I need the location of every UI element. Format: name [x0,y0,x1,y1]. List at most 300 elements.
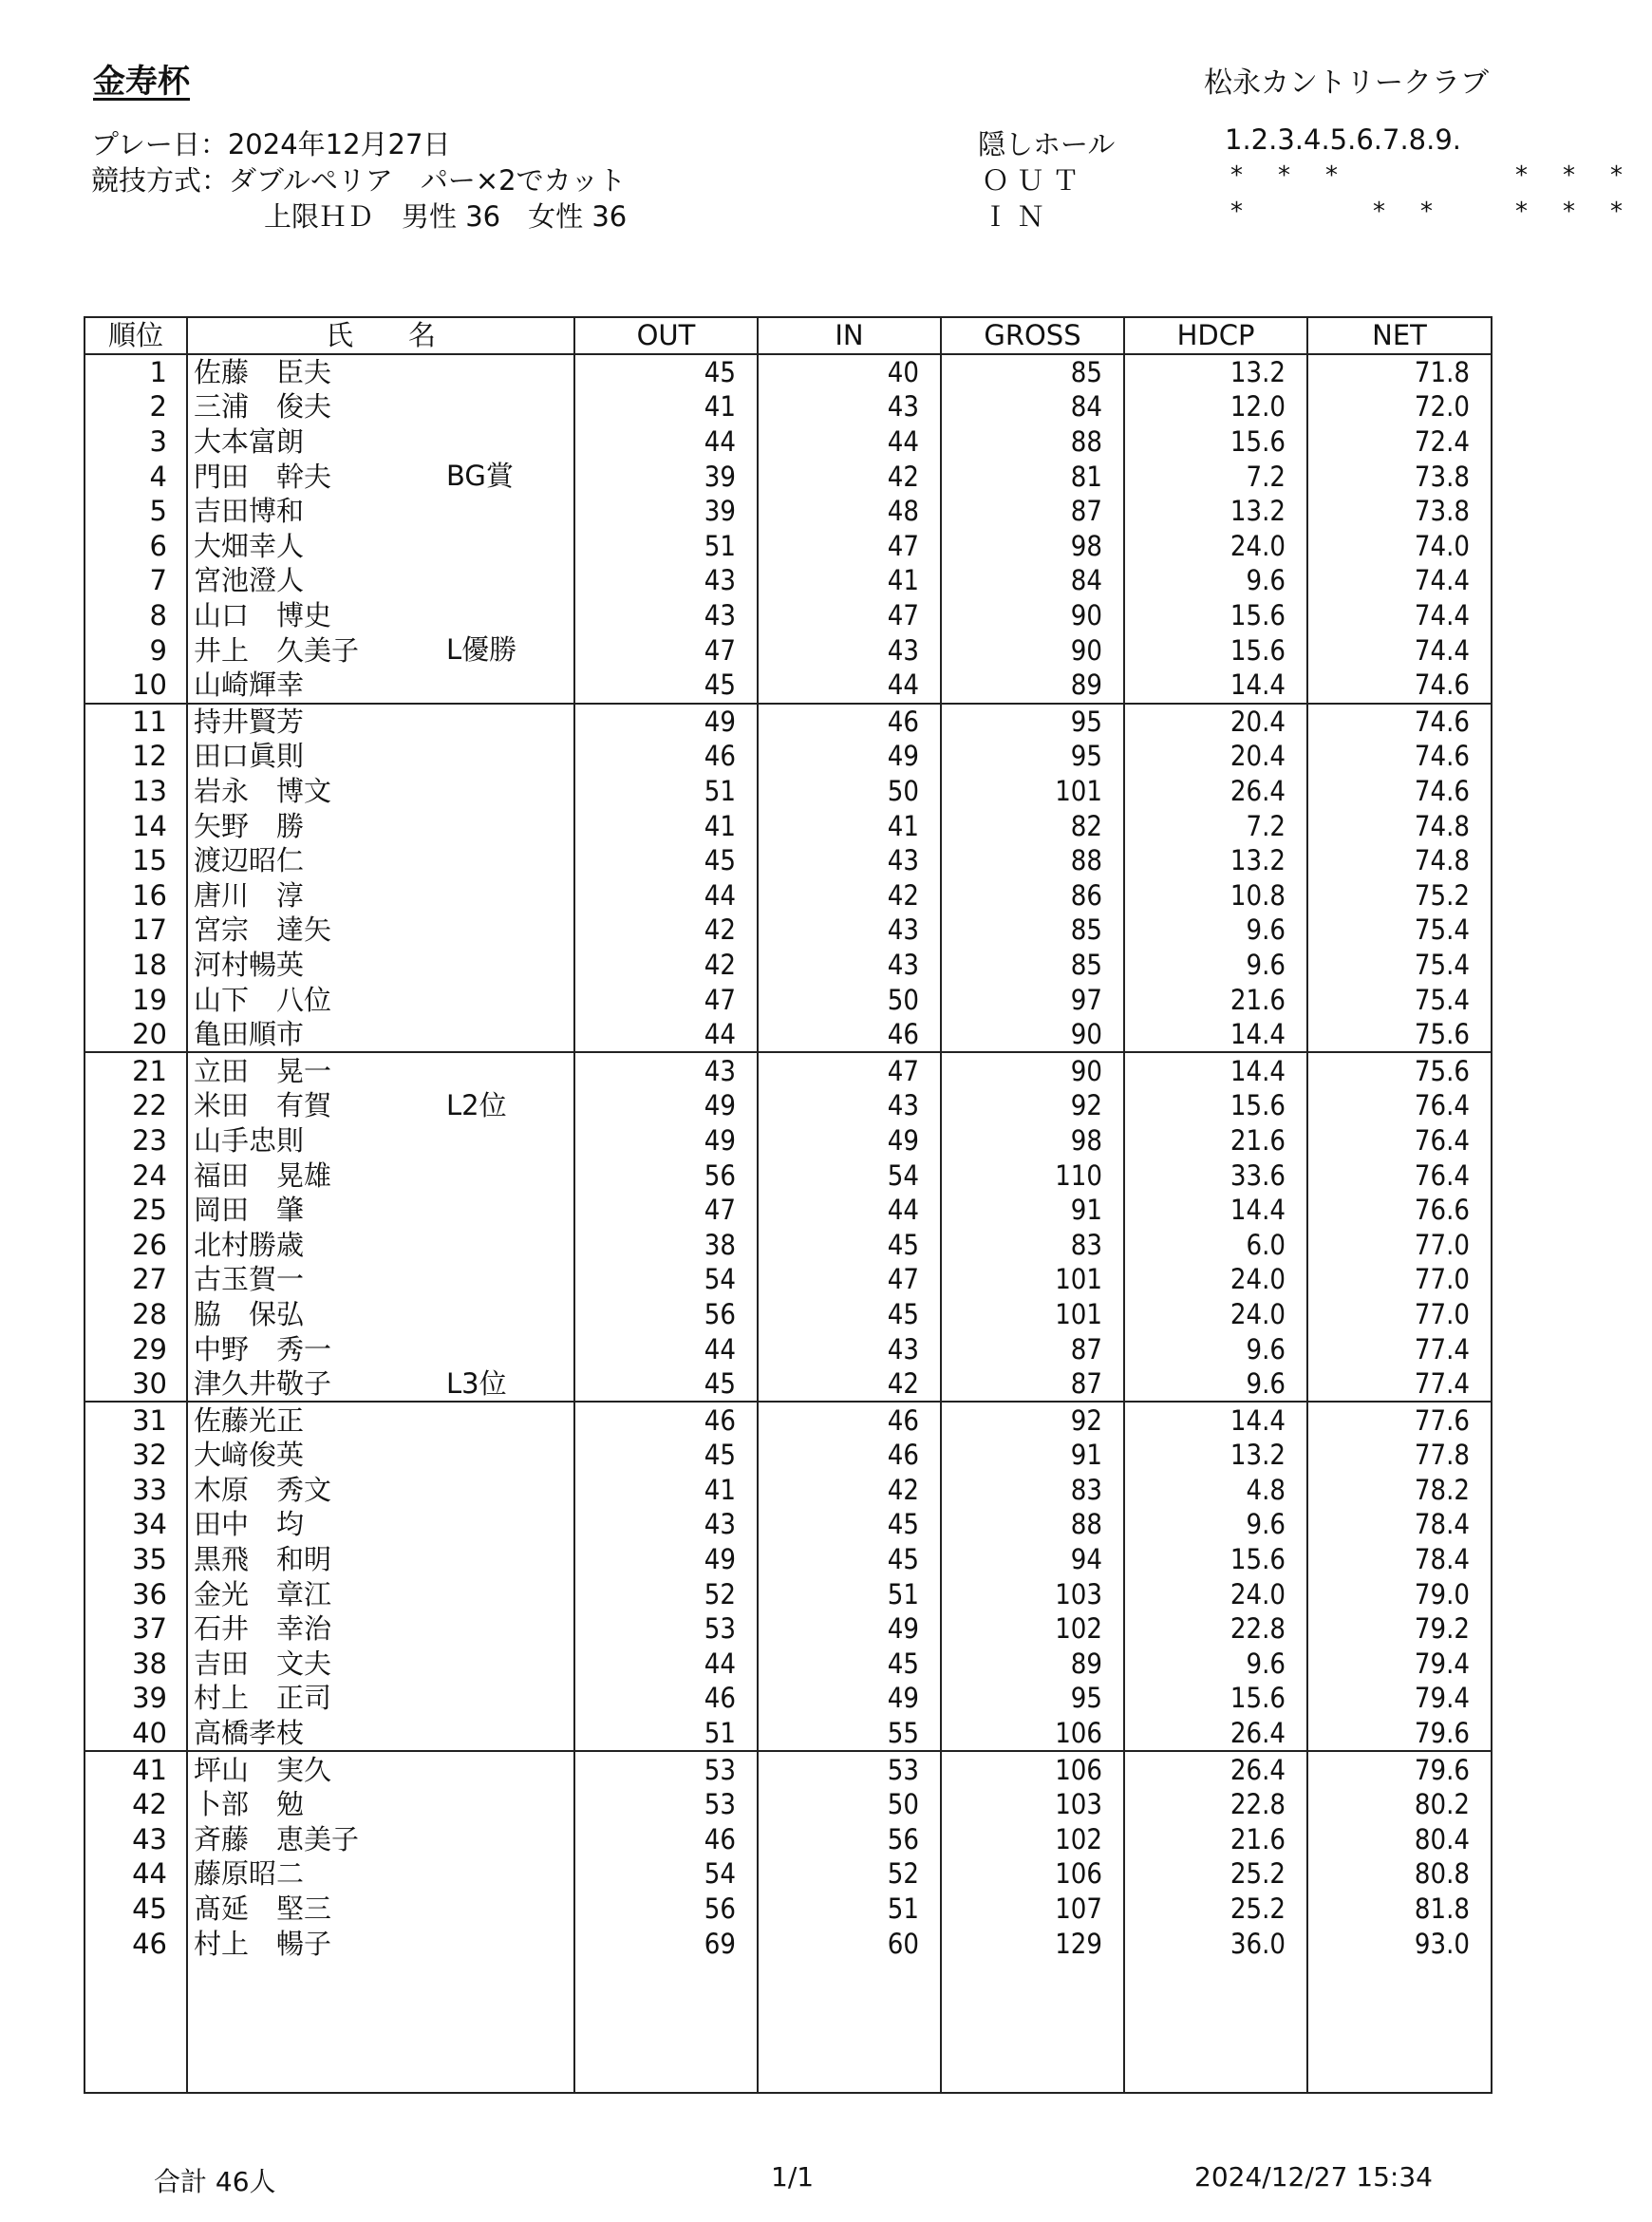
in-score-cell: 40 [758,354,941,390]
gross-score-cell: 85 [941,948,1124,983]
player-name: 田中 均 [194,1508,305,1541]
table-row [84,668,1492,704]
in-score-cell: 50 [758,1787,941,1822]
in-score-cell: 49 [758,1681,941,1716]
player-name: 井上 久美子 [194,633,360,667]
out-score-cell: 54 [574,1262,758,1297]
rank-cell: 33 [84,1473,187,1508]
table-row [84,1473,1492,1508]
name-cell [187,1123,574,1158]
player-name: 脇 保弘 [194,1297,305,1330]
competition-method: 競技方式：ダブルペリア パー×2でカット [91,164,627,197]
gross-score-cell: 102 [941,1822,1124,1857]
in-score-cell: 45 [758,1297,941,1332]
gross-score-cell: 103 [941,1787,1124,1822]
header-net: NET [1307,317,1492,354]
in-score-cell: 49 [758,1123,941,1158]
table-row [84,1787,1492,1822]
in-score-cell: 44 [758,424,941,460]
table-row [84,1088,1492,1123]
hdcp-cell: 12.0 [1124,389,1307,424]
in-score-cell: 49 [758,1611,941,1647]
hdcp-cell: 25.2 [1124,1892,1307,1927]
out-score-cell: 53 [574,1787,758,1822]
name-cell [187,774,574,809]
header-hdcp: HDCP [1124,317,1307,354]
out-score-cell: 45 [574,843,758,878]
hole-mark: * [1515,161,1528,190]
table-row [84,1438,1492,1473]
gross-score-cell: 102 [941,1611,1124,1647]
hdcp-cell: 22.8 [1124,1787,1307,1822]
hdcp-cell: 9.6 [1124,1366,1307,1403]
table-row [84,1507,1492,1542]
gross-score-cell: 101 [941,774,1124,809]
rank-cell: 22 [84,1088,187,1123]
net-score-cell: 76.6 [1307,1193,1492,1228]
player-name: 黒飛 和明 [194,1543,332,1576]
hdcp-cell: 22.8 [1124,1611,1307,1647]
rank-cell: 3 [84,424,187,460]
table-row [84,843,1492,878]
net-score-cell: 78.4 [1307,1507,1492,1542]
gross-score-cell: 98 [941,1123,1124,1158]
player-name: 亀田順市 [194,1018,305,1051]
table-row [84,529,1492,564]
empty-cell [1307,1961,1492,2093]
in-score-cell: 45 [758,1542,941,1577]
rank-cell: 16 [84,878,187,913]
net-score-cell: 74.4 [1307,563,1492,598]
handicap-limit: 上限ＨＤ 男性 36 女性 36 [264,200,628,233]
out-score-cell: 56 [574,1297,758,1332]
hidden-out-label: ＯＵＴ [982,164,1088,197]
table-row [84,1751,1492,1787]
hdcp-cell: 15.6 [1124,1542,1307,1577]
gross-score-cell: 88 [941,1507,1124,1542]
hdcp-cell: 13.2 [1124,354,1307,390]
table-row [84,1716,1492,1752]
gross-score-cell: 90 [941,598,1124,633]
filler-row [84,1961,1492,2093]
hdcp-cell: 15.6 [1124,598,1307,633]
name-cell [187,494,574,529]
net-score-cell: 78.2 [1307,1473,1492,1508]
table-row [84,1193,1492,1228]
out-score-cell: 51 [574,774,758,809]
hdcp-cell: 33.6 [1124,1158,1307,1193]
out-score-cell: 38 [574,1227,758,1262]
table-row [84,598,1492,633]
rank-cell: 8 [84,598,187,633]
in-score-cell: 43 [758,389,941,424]
hdcp-cell: 14.4 [1124,1017,1307,1053]
net-score-cell: 74.4 [1307,632,1492,668]
net-score-cell: 75.4 [1307,948,1492,983]
player-name: 木原 秀文 [194,1473,332,1506]
net-score-cell: 80.8 [1307,1856,1492,1892]
net-score-cell: 72.0 [1307,389,1492,424]
name-cell [187,1052,574,1088]
player-name: 佐藤光正 [194,1403,305,1437]
table-row [84,1052,1492,1088]
net-score-cell: 79.4 [1307,1681,1492,1716]
player-name: 門田 幹夫 [194,460,332,493]
hdcp-cell: 26.4 [1124,1716,1307,1752]
gross-score-cell: 84 [941,563,1124,598]
table-row [84,1402,1492,1438]
net-score-cell: 81.8 [1307,1892,1492,1927]
player-name: 石井 幸治 [194,1612,332,1646]
table-row [84,459,1492,494]
net-score-cell: 71.8 [1307,354,1492,390]
hole-mark: * [1610,161,1623,190]
in-score-cell: 47 [758,529,941,564]
in-score-cell: 41 [758,808,941,843]
player-name: 髙延 堅三 [194,1892,332,1926]
out-score-cell: 41 [574,389,758,424]
gross-score-cell: 106 [941,1716,1124,1752]
net-score-cell: 74.6 [1307,704,1492,740]
out-score-cell: 44 [574,424,758,460]
header-name: 氏 名 [187,317,574,354]
play-date: プレー日：2024年12月27日 [91,128,451,160]
player-name: 岩永 博文 [194,775,332,808]
table-row [84,1123,1492,1158]
name-cell [187,1473,574,1508]
in-score-cell: 45 [758,1647,941,1682]
net-score-cell: 75.6 [1307,1052,1492,1088]
player-name: 佐藤 臣夫 [194,355,332,388]
gross-score-cell: 106 [941,1751,1124,1787]
out-score-cell: 45 [574,354,758,390]
hdcp-cell: 15.6 [1124,424,1307,460]
player-name: 卜部 勉 [194,1788,305,1821]
hole-mark: * [1325,161,1338,190]
rank-cell: 35 [84,1542,187,1577]
hdcp-cell: 24.0 [1124,529,1307,564]
rank-cell: 39 [84,1681,187,1716]
net-score-cell: 74.6 [1307,668,1492,704]
name-cell [187,529,574,564]
net-score-cell: 76.4 [1307,1088,1492,1123]
name-cell [187,1542,574,1577]
gross-score-cell: 86 [941,878,1124,913]
player-name: 山崎輝幸 [194,668,305,702]
out-score-cell: 52 [574,1576,758,1611]
net-score-cell: 77.6 [1307,1402,1492,1438]
rank-cell: 23 [84,1123,187,1158]
hdcp-cell: 15.6 [1124,632,1307,668]
in-score-cell: 42 [758,1366,941,1403]
in-score-cell: 43 [758,632,941,668]
table-row [84,1681,1492,1716]
out-score-cell: 43 [574,598,758,633]
in-score-cell: 41 [758,563,941,598]
out-score-cell: 44 [574,878,758,913]
in-score-cell: 48 [758,494,941,529]
net-score-cell: 77.4 [1307,1331,1492,1366]
player-name: 福田 晃雄 [194,1158,332,1192]
name-cell [187,1716,574,1752]
page-number: 1/1 [771,2161,815,2193]
club-name: 松永カントリークラブ [1204,66,1489,100]
gross-score-cell: 89 [941,1647,1124,1682]
rank-cell: 7 [84,563,187,598]
gross-score-cell: 94 [941,1542,1124,1577]
rank-cell: 34 [84,1507,187,1542]
award-label: L2位 [446,1089,507,1122]
in-score-cell: 47 [758,1262,941,1297]
empty-cell [187,1961,574,2093]
hdcp-cell: 15.6 [1124,1681,1307,1716]
hdcp-cell: 21.6 [1124,1822,1307,1857]
out-score-cell: 53 [574,1611,758,1647]
gross-score-cell: 103 [941,1576,1124,1611]
gross-score-cell: 84 [941,389,1124,424]
in-score-cell: 46 [758,704,941,740]
empty-cell [941,1961,1124,2093]
hidden-out-marks [1225,161,1652,190]
out-score-cell: 54 [574,1856,758,1892]
out-score-cell: 43 [574,1052,758,1088]
out-score-cell: 44 [574,1647,758,1682]
in-score-cell: 51 [758,1576,941,1611]
gross-score-cell: 97 [941,982,1124,1017]
gross-score-cell: 87 [941,494,1124,529]
net-score-cell: 79.0 [1307,1576,1492,1611]
table-row [84,1262,1492,1297]
rank-cell: 4 [84,459,187,494]
name-cell [187,982,574,1017]
net-score-cell: 77.8 [1307,1438,1492,1473]
rank-cell: 18 [84,948,187,983]
gross-score-cell: 85 [941,354,1124,390]
hidden-in-marks [1225,198,1652,226]
name-cell [187,1017,574,1053]
net-score-cell: 80.2 [1307,1787,1492,1822]
in-score-cell: 42 [758,1473,941,1508]
hole-mark: * [1420,198,1433,226]
hdcp-cell: 13.2 [1124,843,1307,878]
table-row [84,1822,1492,1857]
table-row [84,563,1492,598]
net-score-cell: 74.6 [1307,774,1492,809]
net-score-cell: 74.0 [1307,529,1492,564]
net-score-cell: 72.4 [1307,424,1492,460]
total-count: 合計 46人 [154,2166,276,2197]
rank-cell: 19 [84,982,187,1017]
empty-cell [84,1961,187,2093]
table-row [84,913,1492,948]
gross-score-cell: 83 [941,1473,1124,1508]
gross-score-cell: 87 [941,1331,1124,1366]
rank-cell: 32 [84,1438,187,1473]
rank-cell: 27 [84,1262,187,1297]
hdcp-cell: 14.4 [1124,1402,1307,1438]
name-cell [187,1787,574,1822]
header-rank: 順位 [84,317,187,354]
rank-cell: 2 [84,389,187,424]
out-score-cell: 51 [574,1716,758,1752]
gross-score-cell: 88 [941,424,1124,460]
empty-cell [758,1961,941,2093]
out-score-cell: 56 [574,1158,758,1193]
out-score-cell: 43 [574,1507,758,1542]
gross-score-cell: 81 [941,459,1124,494]
rank-cell: 43 [84,1822,187,1857]
table-row [84,1158,1492,1193]
gross-score-cell: 82 [941,808,1124,843]
in-score-cell: 46 [758,1438,941,1473]
hole-mark: * [1610,198,1623,226]
out-score-cell: 47 [574,982,758,1017]
rank-cell: 11 [84,704,187,740]
net-score-cell: 77.0 [1307,1262,1492,1297]
table-row [84,1366,1492,1403]
hole-mark: * [1563,161,1575,190]
player-name: 大畑幸人 [194,529,305,562]
hdcp-cell: 9.6 [1124,1331,1307,1366]
player-name: 岡田 肇 [194,1194,305,1227]
out-score-cell: 45 [574,1438,758,1473]
table-row [84,948,1492,983]
name-cell [187,808,574,843]
name-cell [187,1611,574,1647]
page-title: 金寿杯 [93,63,190,101]
in-score-cell: 43 [758,948,941,983]
hdcp-cell: 25.2 [1124,1856,1307,1892]
player-name: 渡辺昭仁 [194,844,305,877]
player-name: 斉藤 恵美子 [194,1822,360,1855]
empty-cell [574,1961,758,2093]
net-score-cell: 93.0 [1307,1926,1492,1961]
name-cell [187,598,574,633]
award-label: L優勝 [446,633,517,667]
rank-cell: 5 [84,494,187,529]
hole-mark: * [1278,161,1290,190]
out-score-cell: 41 [574,808,758,843]
award-label: BG賞 [446,460,514,493]
net-score-cell: 74.6 [1307,739,1492,774]
name-cell [187,1681,574,1716]
player-name: 山手忠則 [194,1123,305,1157]
name-cell [187,739,574,774]
gross-score-cell: 129 [941,1926,1124,1961]
gross-score-cell: 92 [941,1402,1124,1438]
hdcp-cell: 9.6 [1124,1507,1307,1542]
out-score-cell: 46 [574,739,758,774]
name-cell [187,1507,574,1542]
in-score-cell: 60 [758,1926,941,1961]
results-table [84,316,1492,2094]
hdcp-cell: 20.4 [1124,704,1307,740]
out-score-cell: 49 [574,1088,758,1123]
out-score-cell: 47 [574,1193,758,1228]
gross-score-cell: 106 [941,1856,1124,1892]
table-row [84,389,1492,424]
in-score-cell: 45 [758,1507,941,1542]
name-cell [187,1402,574,1438]
in-score-cell: 42 [758,459,941,494]
in-score-cell: 43 [758,1331,941,1366]
table-header-row [84,317,1492,354]
table-row [84,424,1492,460]
net-score-cell: 76.4 [1307,1123,1492,1158]
name-cell [187,878,574,913]
hdcp-cell: 13.2 [1124,494,1307,529]
table-row [84,1892,1492,1927]
hdcp-cell: 4.8 [1124,1473,1307,1508]
player-name: 村上 正司 [194,1682,332,1715]
net-score-cell: 75.6 [1307,1017,1492,1053]
in-score-cell: 56 [758,1822,941,1857]
gross-score-cell: 92 [941,1088,1124,1123]
rank-cell: 12 [84,739,187,774]
name-cell [187,668,574,704]
net-score-cell: 74.8 [1307,808,1492,843]
net-score-cell: 73.8 [1307,459,1492,494]
hdcp-cell: 7.2 [1124,459,1307,494]
printed-timestamp: 2024/12/27 15:34 [1194,2161,1433,2193]
in-score-cell: 45 [758,1227,941,1262]
hdcp-cell: 26.4 [1124,1751,1307,1787]
gross-score-cell: 85 [941,913,1124,948]
hdcp-cell: 13.2 [1124,1438,1307,1473]
out-score-cell: 42 [574,948,758,983]
hole-mark: * [1230,198,1243,226]
rank-cell: 29 [84,1331,187,1366]
rank-cell: 21 [84,1052,187,1088]
out-score-cell: 49 [574,1123,758,1158]
gross-score-cell: 101 [941,1297,1124,1332]
out-score-cell: 56 [574,1892,758,1927]
hdcp-cell: 9.6 [1124,1647,1307,1682]
hdcp-cell: 24.0 [1124,1576,1307,1611]
name-cell [187,948,574,983]
name-cell [187,913,574,948]
header-out: OUT [574,317,758,354]
out-score-cell: 46 [574,1681,758,1716]
name-cell [187,1576,574,1611]
out-score-cell: 45 [574,668,758,704]
table-row [84,1227,1492,1262]
player-name: 坪山 実久 [194,1753,332,1786]
name-cell [187,459,574,494]
gross-score-cell: 95 [941,739,1124,774]
rank-cell: 38 [84,1647,187,1682]
name-cell [187,1262,574,1297]
gross-score-cell: 87 [941,1366,1124,1403]
gross-score-cell: 91 [941,1193,1124,1228]
out-score-cell: 69 [574,1926,758,1961]
name-cell [187,1822,574,1857]
player-name: 高橋孝枝 [194,1717,305,1750]
hdcp-cell: 9.6 [1124,563,1307,598]
rank-cell: 31 [84,1402,187,1438]
rank-cell: 17 [84,913,187,948]
out-score-cell: 44 [574,1017,758,1053]
in-score-cell: 44 [758,668,941,704]
hdcp-cell: 26.4 [1124,774,1307,809]
table-row [84,878,1492,913]
out-score-cell: 39 [574,494,758,529]
name-cell [187,1892,574,1927]
name-cell [187,1926,574,1961]
player-name: 河村暢英 [194,948,305,981]
in-score-cell: 53 [758,1751,941,1787]
gross-score-cell: 110 [941,1158,1124,1193]
